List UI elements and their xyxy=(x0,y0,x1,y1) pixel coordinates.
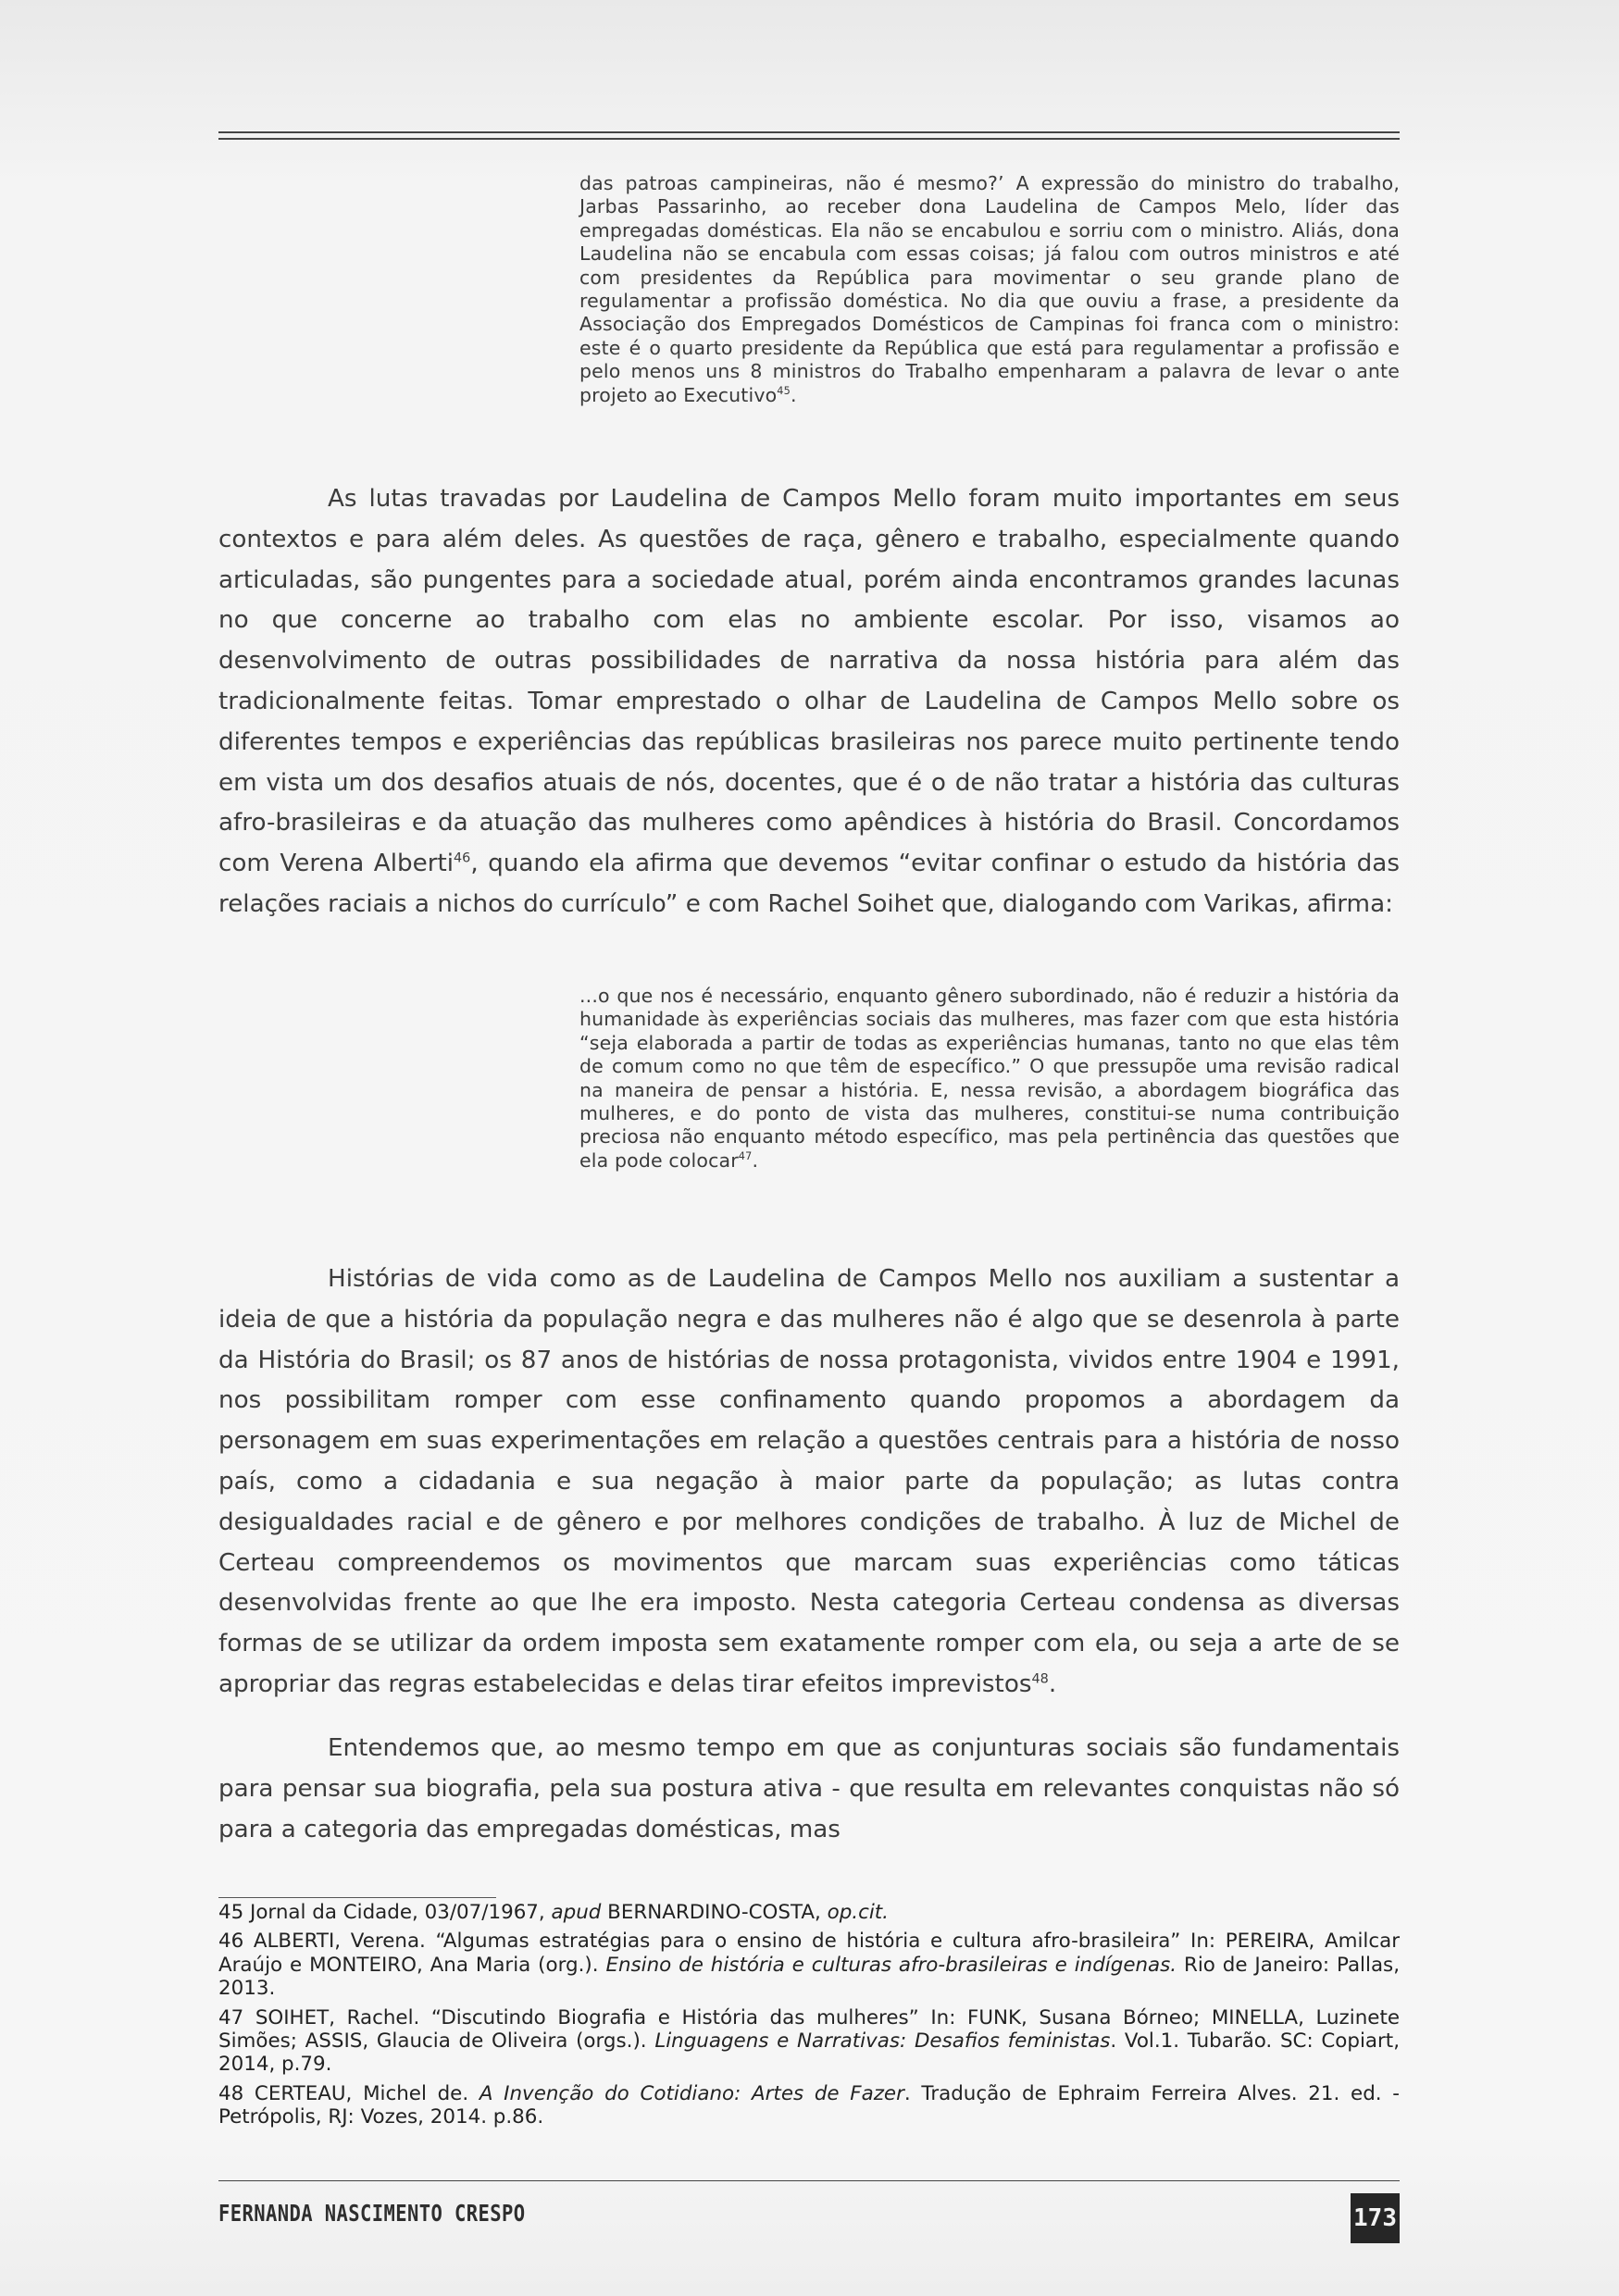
footnote-47-italic: Linguagens e Narrativas: Desafios feministas xyxy=(654,2029,1111,2054)
footnote-ref-46[interactable]: 46 xyxy=(454,850,471,866)
block-quote-2 xyxy=(579,985,1400,1173)
footnote-ref-45[interactable]: 45 xyxy=(777,384,791,397)
footnote-ref-47[interactable]: 47 xyxy=(738,1150,753,1163)
paragraph-1-text-b: , quando ela afirma que devemos “evitar confinar o estudo da história das relações raciais a nichos do currículo” e com Rachel Soihet que, dialogando com Varikas, afirma: xyxy=(218,850,1400,918)
paragraph-2 xyxy=(218,1260,1400,1706)
footnote-45-text-b: BERNARDINO-COSTA, xyxy=(601,1901,828,1924)
footnote-45-italic: apud xyxy=(551,1901,602,1924)
paragraph-1 xyxy=(218,479,1400,925)
footnote-45 xyxy=(218,1901,1400,1924)
paragraph-3-text: Entendemos que, ao mesmo tempo em que as conjunturas sociais são fundamentais para pensar sua biografia, pela sua postura ativa - que resulta em relevantes conquistas não só para a categoria das empregadas domésticas, mas xyxy=(218,1734,1400,1843)
block-quote-2-end: . xyxy=(752,1148,759,1172)
block-quote-2-text: ...o que nos é necessário, enquanto gênero subordinado, não é reduzir a história da humanidade às experiências sociais das mulheres, mas fazer com que esta história “seja elaborada a partir de todas as experiências humanas, tanto no que elas têm de comum como no que têm de específico.” O que pressupõe uma revisão radical na maneira de pensar a história. E, nessa revisão, a abordagem biográfica das mulheres, e do ponto de vista das mulheres, constitui-se numa contribuição preciosa não enquanto método específico, mas pela pertinência das questões que ela pode colocar xyxy=(579,985,1400,1172)
footnote-46 xyxy=(218,1930,1400,2000)
footnote-47-text-b: . Vol.1. Tubarão. SC: Copiart, 2014, p.79. xyxy=(218,2029,1400,2077)
paragraph-2-text: Histórias de vida como as de Laudelina de Campos Mello nos auxiliam a sustentar a ideia de que a história da população negra e das mulheres não é algo que se desenrola à parte da História do Brasil; os 87 anos de histórias de nossa protagonista, vividos entre 1904 e 1991, nos possibilitam romper com esse confinamento quando propomos a abordagem da personagem em suas experimentações em relação a questões centrais para a história de nosso país, como a cidadania e sua negação à maior parte da população; as lutas contra desigualdades racial e de gênero e por melhores condições de trabalho. À luz de Michel de Certeau compreendemos os movimentos que marcam suas experiências como táticas desenvolvidas frente ao que lhe era imposto. Nesta categoria Certeau condensa as diversas formas de se utilizar da ordem imposta sem exatamente romper com ela, ou seja a arte de se apropriar das regras estabelecidas e delas tirar efeitos imprevistos xyxy=(218,1265,1400,1698)
footnote-48-italic: A Invenção do Cotidiano: Artes de Fazer xyxy=(479,2081,904,2105)
footnotes xyxy=(218,1901,1400,2135)
footnote-45-text: 45 Jornal da Cidade, 03/07/1967, xyxy=(218,1901,552,1924)
header-rule-top xyxy=(218,131,1400,133)
footnote-48-text: 48 CERTEAU, Michel de. xyxy=(218,2081,479,2105)
paragraph-3 xyxy=(218,1729,1400,1850)
block-quote-1-end: . xyxy=(790,383,797,406)
block-quote-1-text: das patroas campineiras, não é mesmo?’ A expressão do ministro do trabalho, Jarbas Passarinho, ao receber dona Laudelina de Campos Melo, líder das empregadas domésticas. Ela não se encabulou e sorriu com o ministro. Aliás, dona Laudelina não se encabula com essas coisas; já falou com outros ministros e até com presidentes da República para movimentar o seu grande plano de regulamentar a profissão doméstica. No dia que ouviu a frase, a presidente da Associação dos Empregados Domésticos de Campinas foi franca com o ministro: este é o quarto presidente da República que está para regulamentar a profissão e pelo menos uns 8 ministros do Trabalho empenharam a palavra de levar o ante projeto ao Executivo xyxy=(579,172,1400,406)
footnote-48-text-b: . Tradução de Ephraim Ferreira Alves. 21. ed. - Petrópolis, RJ: Vozes, 2014. p.86. xyxy=(218,2081,1401,2129)
running-footer-author: FERNANDA NASCIMENTO CRESPO xyxy=(218,2200,526,2227)
footnote-46-text-b: Rio de Janeiro: Pallas, 2013. xyxy=(218,1953,1400,2001)
footer-rule xyxy=(218,2180,1400,2181)
footnote-46-text: 46 ALBERTI, Verena. “Algumas estratégias para o ensino de história e cultura afro-brasileira” In: PEREIRA, Amilcar Araújo e MONTEIRO, Ana Maria (org.). xyxy=(218,1930,1400,1977)
footnote-ref-48[interactable]: 48 xyxy=(1031,1671,1049,1687)
footnote-separator xyxy=(218,1897,496,1898)
footnote-48 xyxy=(218,2082,1400,2129)
block-quote-1 xyxy=(579,172,1400,407)
page-number: 173 xyxy=(1351,2193,1400,2243)
paragraph-1-text-a: As lutas travadas por Laudelina de Campos Mello foram muito importantes em seus contextos e para além deles. As questões de raça, gênero e trabalho, especialmente quando articuladas, são pungentes para a sociedade atual, porém ainda encontramos grandes lacunas no que concerne ao trabalho com elas no ambiente escolar. Por isso, visamos ao desenvolvimento de outras possibilidades de narrativa da nossa história para além das tradicionalmente feitas. Tomar emprestado o olhar de Laudelina de Campos Mello sobre os diferentes tempos e experiências das repúblicas brasileiras nos parece muito pertinente tendo em vista um dos desafios atuais de nós, docentes, que é o de não tratar a história das culturas afro-brasileiras e da atuação das mulheres como apêndices à história do Brasil. Concordamos com Verena Alberti xyxy=(218,485,1400,878)
footnote-46-italic: Ensino de história e culturas afro-brasileiras e indígenas. xyxy=(605,1953,1177,1977)
footnote-47-text: 47 SOIHET, Rachel. “Discutindo Biografia e História das mulheres” In: FUNK, Susana Bórneo; MINELLA, Luzinete Simões; ASSIS, Glaucia de Oliveira (orgs.). xyxy=(218,2005,1400,2054)
footnote-45-italic-b: op.cit. xyxy=(827,1901,889,1924)
footnote-47 xyxy=(218,2006,1400,2077)
header-rule-bottom xyxy=(218,138,1400,140)
paragraph-2-end: . xyxy=(1048,1669,1057,1698)
